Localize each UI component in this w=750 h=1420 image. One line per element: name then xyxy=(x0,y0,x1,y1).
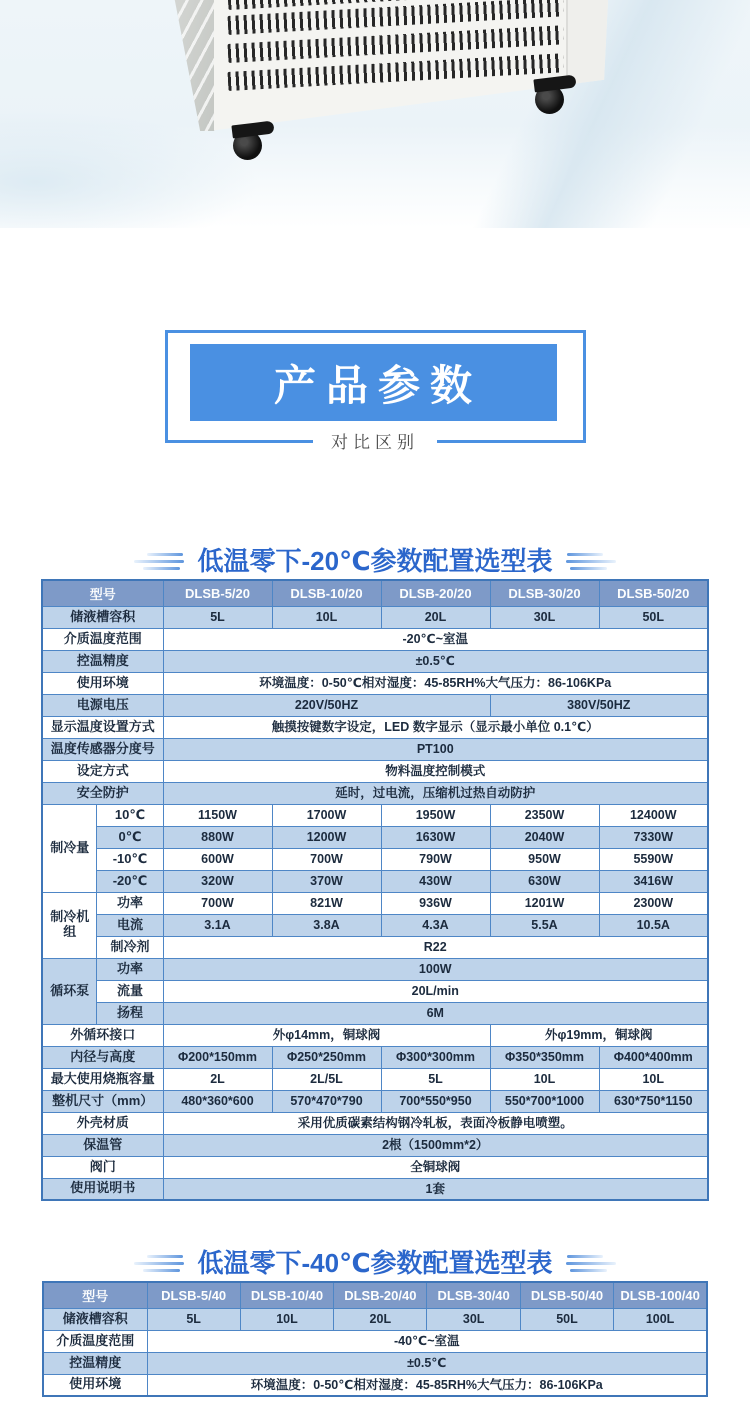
value-cell: Φ350*350mm xyxy=(490,1046,599,1068)
value-cell: Φ300*300mm xyxy=(381,1046,490,1068)
table-row xyxy=(42,1156,708,1178)
value-cell: Φ250*250mm xyxy=(272,1046,381,1068)
value-cell: 1套 xyxy=(163,1178,708,1200)
table-row xyxy=(42,1112,708,1134)
row-label-cell: 控温精度 xyxy=(43,1352,147,1374)
value-cell: ±0.5℃ xyxy=(163,650,708,672)
value-cell: 630W xyxy=(490,870,599,892)
speed-lines-icon xyxy=(566,553,616,570)
value-cell: 20L xyxy=(381,606,490,628)
value-cell: 5.5A xyxy=(490,914,599,936)
value-cell: 型号 xyxy=(43,1282,147,1308)
value-cell: R22 xyxy=(163,936,708,958)
value-cell: 采用优质碳素结构钢冷轧板，表面冷板静电喷塑。 xyxy=(163,1112,708,1134)
product-photo xyxy=(0,0,750,228)
table-row xyxy=(42,672,708,694)
row-label-cell: 内径与高度 xyxy=(42,1046,163,1068)
value-cell: 480*360*600 xyxy=(163,1090,272,1112)
row-label-cell: -10℃ xyxy=(97,848,163,870)
row-label-cell: -20℃ xyxy=(97,870,163,892)
row-label-cell: 阀门 xyxy=(42,1156,163,1178)
spec-table-minus40 xyxy=(42,1281,708,1397)
caster-bracket xyxy=(533,74,576,92)
table-row xyxy=(42,628,708,650)
row-label-cell: 扬程 xyxy=(97,1002,163,1024)
value-cell: 2L/5L xyxy=(272,1068,381,1090)
value-cell: DLSB-10/20 xyxy=(272,580,381,606)
value-cell: 550*700*1000 xyxy=(490,1090,599,1112)
spec-table-minus20 xyxy=(41,579,709,1201)
value-cell: 2350W xyxy=(490,804,599,826)
value-cell: 5L xyxy=(381,1068,490,1090)
row-label-cell: 储液槽容积 xyxy=(42,606,163,628)
table-row xyxy=(42,738,708,760)
value-cell: 2300W xyxy=(599,892,708,914)
table-row xyxy=(42,980,708,1002)
table-row xyxy=(42,1002,708,1024)
value-cell: 环境温度：0-50℃相对湿度：45-85RH%大气压力：86-106KPa xyxy=(147,1374,707,1396)
value-cell: 2040W xyxy=(490,826,599,848)
table-row xyxy=(42,1068,708,1090)
caster-bracket xyxy=(231,120,274,138)
value-cell: 1630W xyxy=(381,826,490,848)
value-cell: Φ400*400mm xyxy=(599,1046,708,1068)
value-cell: 430W xyxy=(381,870,490,892)
table1-title: 低温零下-20℃参数配置选型表 xyxy=(197,546,553,576)
value-cell: 触摸按键数字设定，LED 数字显示（显示最小单位 0.1℃） xyxy=(163,716,708,738)
row-label-cell: 功率 xyxy=(97,958,163,980)
value-cell: 1201W xyxy=(490,892,599,914)
value-cell: 3416W xyxy=(599,870,708,892)
row-label-cell: 介质温度范围 xyxy=(42,628,163,650)
table-row xyxy=(42,914,708,936)
row-label-cell: 使用环境 xyxy=(42,672,163,694)
row-label-cell: 介质温度范围 xyxy=(43,1330,147,1352)
table-row xyxy=(42,650,708,672)
value-cell: 320W xyxy=(163,870,272,892)
row-label-cell: 控温精度 xyxy=(42,650,163,672)
caster-wheel-right xyxy=(534,77,580,123)
value-cell: 1150W xyxy=(163,804,272,826)
value-cell: 1200W xyxy=(272,826,381,848)
row-label-cell: 制冷机组 xyxy=(42,892,97,958)
table-row xyxy=(43,1330,707,1352)
row-label-cell: 流量 xyxy=(97,980,163,1002)
value-cell: DLSB-5/40 xyxy=(147,1282,240,1308)
row-label-cell: 使用说明书 xyxy=(42,1178,163,1200)
table-row xyxy=(42,1024,708,1046)
value-cell: 3.1A xyxy=(163,914,272,936)
table-row xyxy=(43,1374,707,1396)
value-cell: 20L/min xyxy=(163,980,708,1002)
table-header-row xyxy=(43,1282,707,1308)
banner-subtitle: 对比区别 xyxy=(313,431,437,455)
table-row xyxy=(42,1134,708,1156)
value-cell: 1950W xyxy=(381,804,490,826)
value-cell: 10L xyxy=(240,1308,333,1330)
row-label-cell: 设定方式 xyxy=(42,760,163,782)
row-label-cell: 10℃ xyxy=(97,804,163,826)
table-row xyxy=(42,804,708,826)
row-label-cell: 储液槽容积 xyxy=(43,1308,147,1330)
value-cell: 600W xyxy=(163,848,272,870)
table-row xyxy=(42,958,708,980)
value-cell: 630*750*1150 xyxy=(599,1090,708,1112)
value-cell: 型号 xyxy=(42,580,163,606)
value-cell: DLSB-30/20 xyxy=(490,580,599,606)
row-label-cell: 制冷量 xyxy=(42,804,97,892)
row-label-cell: 整机尺寸（mm） xyxy=(42,1090,163,1112)
value-cell: 5590W xyxy=(599,848,708,870)
caster-tyre xyxy=(233,131,262,160)
row-label-cell: 电流 xyxy=(97,914,163,936)
value-cell: DLSB-5/20 xyxy=(163,580,272,606)
table-row xyxy=(43,1352,707,1374)
row-label-cell: 循环泵 xyxy=(42,958,97,1024)
value-cell: 10L xyxy=(599,1068,708,1090)
value-cell: 821W xyxy=(272,892,381,914)
value-cell: 30L xyxy=(490,606,599,628)
value-cell: 全铜球阀 xyxy=(163,1156,708,1178)
section-banner xyxy=(165,330,586,452)
table-header-row xyxy=(42,580,708,606)
table-row xyxy=(42,848,708,870)
value-cell: 环境温度：0-50℃相对湿度：45-85RH%大气压力：86-106KPa xyxy=(163,672,708,694)
value-cell: 外φ14mm，铜球阀 xyxy=(163,1024,490,1046)
row-label-cell: 使用环境 xyxy=(43,1374,147,1396)
value-cell: 790W xyxy=(381,848,490,870)
value-cell: 220V/50HZ xyxy=(163,694,490,716)
value-cell: 5L xyxy=(163,606,272,628)
value-cell: -40℃~室温 xyxy=(147,1330,707,1352)
value-cell: 外φ19mm，铜球阀 xyxy=(490,1024,708,1046)
value-cell: DLSB-100/40 xyxy=(614,1282,707,1308)
value-cell: 4.3A xyxy=(381,914,490,936)
row-label-cell: 制冷剂 xyxy=(97,936,163,958)
table-row xyxy=(42,760,708,782)
value-cell: DLSB-20/20 xyxy=(381,580,490,606)
row-label-cell: 外循环接口 xyxy=(42,1024,163,1046)
value-cell: -20℃~室温 xyxy=(163,628,708,650)
value-cell: 10L xyxy=(490,1068,599,1090)
table-row xyxy=(42,716,708,738)
value-cell: 100W xyxy=(163,958,708,980)
row-label-cell: 显示温度设置方式 xyxy=(42,716,163,738)
value-cell: 30L xyxy=(427,1308,520,1330)
row-label-cell: 功率 xyxy=(97,892,163,914)
row-label-cell: 保温管 xyxy=(42,1134,163,1156)
row-label-cell: 电源电压 xyxy=(42,694,163,716)
value-cell: 6M xyxy=(163,1002,708,1024)
table-row xyxy=(42,1090,708,1112)
row-label-cell: 外壳材质 xyxy=(42,1112,163,1134)
value-cell: DLSB-50/40 xyxy=(520,1282,613,1308)
row-label-cell: 最大使用烧瓶容量 xyxy=(42,1068,163,1090)
value-cell: 950W xyxy=(490,848,599,870)
banner-title: 产品参数 xyxy=(190,344,557,421)
value-cell: 5L xyxy=(147,1308,240,1330)
value-cell: 12400W xyxy=(599,804,708,826)
value-cell: 1700W xyxy=(272,804,381,826)
value-cell: 936W xyxy=(381,892,490,914)
table-row xyxy=(42,1046,708,1068)
value-cell: PT100 xyxy=(163,738,708,760)
value-cell: ±0.5℃ xyxy=(147,1352,707,1374)
value-cell: DLSB-10/40 xyxy=(240,1282,333,1308)
table-row xyxy=(42,936,708,958)
table-row xyxy=(42,782,708,804)
value-cell: 380V/50HZ xyxy=(490,694,708,716)
value-cell: 延时，过电流，压缩机过热自动防护 xyxy=(163,782,708,804)
value-cell: 880W xyxy=(163,826,272,848)
table2-title: 低温零下-40℃参数配置选型表 xyxy=(197,1248,553,1278)
value-cell: DLSB-20/40 xyxy=(334,1282,427,1308)
table-row xyxy=(42,870,708,892)
caster-wheel-left xyxy=(232,123,278,169)
row-label-cell: 温度传感器分度号 xyxy=(42,738,163,760)
value-cell: 700W xyxy=(272,848,381,870)
table2-title-row xyxy=(0,1245,750,1281)
value-cell: 物料温度控制模式 xyxy=(163,760,708,782)
value-cell: 10L xyxy=(272,606,381,628)
value-cell: Φ200*150mm xyxy=(163,1046,272,1068)
machine-side-panel xyxy=(171,0,218,131)
table-row xyxy=(42,1178,708,1200)
value-cell: DLSB-30/40 xyxy=(427,1282,520,1308)
value-cell: 100L xyxy=(614,1308,707,1330)
table-row xyxy=(42,694,708,716)
table1-title-row xyxy=(0,543,750,579)
value-cell: 50L xyxy=(599,606,708,628)
value-cell: 2L xyxy=(163,1068,272,1090)
value-cell: 700W xyxy=(163,892,272,914)
value-cell: DLSB-50/20 xyxy=(599,580,708,606)
speed-lines-icon xyxy=(134,553,184,570)
value-cell: 370W xyxy=(272,870,381,892)
value-cell: 3.8A xyxy=(272,914,381,936)
speed-lines-icon xyxy=(566,1255,616,1272)
row-label-cell: 安全防护 xyxy=(42,782,163,804)
table-row xyxy=(42,892,708,914)
machine-right-edge xyxy=(566,0,608,86)
table-row xyxy=(42,826,708,848)
value-cell: 2根（1500mm*2） xyxy=(163,1134,708,1156)
value-cell: 10.5A xyxy=(599,914,708,936)
value-cell: 7330W xyxy=(599,826,708,848)
speed-lines-icon xyxy=(134,1255,184,1272)
value-cell: 700*550*950 xyxy=(381,1090,490,1112)
row-label-cell: 0℃ xyxy=(97,826,163,848)
table-row xyxy=(43,1308,707,1330)
table-row xyxy=(42,606,708,628)
value-cell: 50L xyxy=(520,1308,613,1330)
value-cell: 20L xyxy=(334,1308,427,1330)
value-cell: 570*470*790 xyxy=(272,1090,381,1112)
